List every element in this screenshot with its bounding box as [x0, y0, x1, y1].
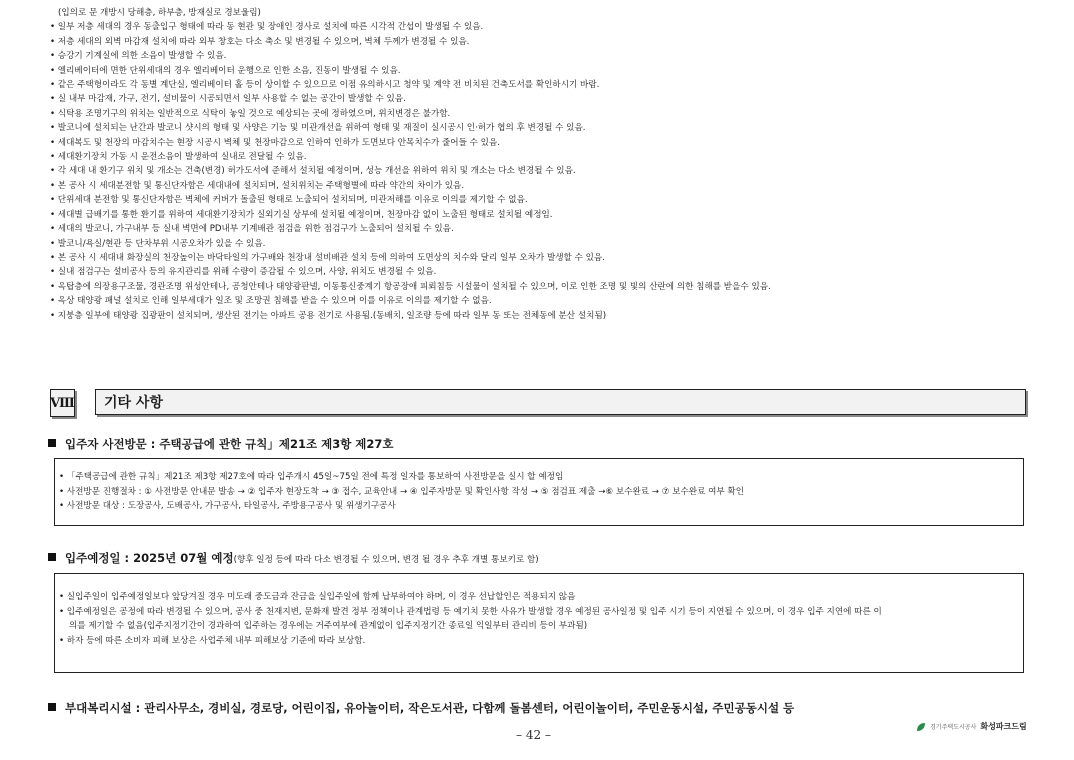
- movein-line: • 실입주일이 입주예정일보다 앞당겨질 경우 미도래 중도금과 잔금을 실입주일에 함께 납부하여야 하며, 이 경우 선납할인은 적용되지 않음: [59, 592, 576, 602]
- note-line: • 세대별 급배기를 통한 환기를 위하여 세대환기장치가 실외기실 상부에 설치될 예정이며, 천장마감 없이 노출된 형태로 설치될 예정임.: [50, 209, 553, 220]
- visit-heading-text: 입주자 사전방문 : 주택공급에 관한 규칙」제21조 제3항 제27호: [65, 437, 394, 451]
- note-line: • 세대복도 및 천장의 마감치수는 현장 시공시 벽체 및 천장마감으로 인하여 인하가 도면보다 안목치수가 줄어들 수 있음.: [50, 137, 500, 148]
- movein-box: [54, 573, 1024, 673]
- visit-line: • 사전방문 대상 : 도장공사, 도배공사, 가구공사, 타일공사, 주방용구공사 및 위생기구공사: [59, 501, 396, 512]
- note-line: • 옥탑층에 의장용구조물, 경관조명 위성안테나, 공청안테나 태양광판넬, 이동통신중계기 항공장애 피뢰침등 시설물이 설치될 수 있으며, 이로 인한 조명 및 빛의 산란에 의한 침해를 받을수 있음.: [50, 281, 771, 292]
- movein-heading: [48, 550, 539, 566]
- notes-list: [50, 6, 1050, 323]
- note-line: • 저층 세대의 외벽 마감재 설치에 따라 외부 창호는 다소 축소 및 변경될 수 있으며, 벽체 두께가 변경될 수 있음.: [50, 36, 470, 47]
- leaf-icon: [916, 722, 926, 732]
- note-line: • 세대환기장치 가동 시 운전소음이 발생하여 실내로 전달될 수 있음.: [50, 152, 307, 163]
- note-line: • 발코니에 설치되는 난간과 발코니 샷시의 형태 및 사양은 기능 및 미관개선을 위하여 형태 및 재질이 실시공시 인·허가 협의 후 변경될 수 있음.: [50, 123, 586, 134]
- section-header: [50, 389, 1026, 416]
- movein-line: • 입주예정일은 공정에 따라 변경될 수 있으며, 공사 중 천재지변, 문화재 발견 정부 정책이나 관계법령 등 예기치 못한 사유가 발생할 경우 예정된 공사일정 및 입주 시기 등이 지연될 수 있으며, 이 경우 입주 지연에 따른 이: [59, 606, 882, 617]
- note-line: • 승강기 기계실에 의한 소음이 발생할 수 있음.: [50, 51, 227, 62]
- welfare-heading-text: 부대복리시설 : 관리사무소, 경비실, 경로당, 어린이집, 유아놀이터, 작은도서관, 다함께 돌봄센터, 어린이놀이터, 주민운동시설, 주민공동시설 등: [65, 701, 795, 715]
- visit-line: • 「주택공급에 관한 규칙」제21조 제3항 제27호에 따라 입주개시 45일~75일 전에 특정 일자를 통보하여 사전방문을 실시 할 예정임: [59, 472, 564, 482]
- visit-line: • 사전방문 진행절차 : ① 사전방문 안내문 발송 → ② 입주자 현장도착 → ③ 접수, 교육안내 → ④ 입주자방문 및 확인사항 작성 → ⑤ 점검표 제출 →⑥ 보수완료 → ⑦ 보수완료 여부 확인: [59, 486, 745, 497]
- note-line: • 단위세대 분전함 및 통신단자함은 벽체에 커버가 돌출된 형태로 노출되어 설치되며, 미관저해를 이유로 이의를 제기할 수 없음.: [50, 195, 528, 206]
- footer-logo: [916, 721, 1027, 732]
- note-line: • 옥상 태양광 패널 설치로 인해 일부세대가 일조 및 조망권 침해를 받을 수 있으며 이를 이유로 이의를 제기할 수 없음.: [50, 296, 492, 307]
- note-line: (입의로 문 개방시 당해층, 하부층, 방재실로 경보울림): [58, 8, 261, 18]
- section-title: 기타 사항: [95, 389, 1026, 415]
- note-line: • 지붕층 일부에 태양광 집광판이 설치되며, 생산된 전기는 아파트 공용 전기로 사용됨.(동배치, 일조량 등에 따라 일부 동 또는 전체동에 분산 설치됨): [50, 310, 607, 321]
- note-line: • 각 세대 내 환기구 위치 및 개소는 건축(변경) 허가도서에 준해서 설치될 예정이며, 성능 개선을 위하여 위치 및 개소는 다소 변경될 수 있음.: [50, 166, 576, 177]
- page-number: – 42 –: [516, 728, 551, 742]
- note-line: • 같은 주택형이라도 각 동별 계단실, 엘리베이터 홀 등이 상이할 수 있으므로 이점 유의하시고 청약 및 계약 전 비치된 건축도서를 확인하시기 바람.: [50, 80, 600, 91]
- note-line: • 실내 점검구는 설비공사 등의 유지관리를 위해 수량이 증감될 수 있으며, 사양, 위치도 변경될 수 있음.: [50, 267, 437, 278]
- note-line: • 일부 저층 세대의 경우 동출입구 형태에 따라 동 현관 및 장애인 경사로 설치에 따른 시각적 간섭이 발생될 수 있음.: [50, 22, 484, 33]
- note-line: • 세대의 발코니, 가구내부 등 실내 벽면에 PD내부 기계배관 점검을 위한 점검구가 노출되어 설치될 수 있음.: [50, 224, 454, 235]
- visit-heading: [48, 436, 394, 452]
- logo-org: 경기주택도시공사: [930, 724, 977, 731]
- note-line: • 본 공사 시 세대내 화장실의 천장높이는 바닥타일의 가구배와 천장내 설비배관 설치 등에 의하여 도면상의 치수와 달리 일부 오차가 발생할 수 있음.: [50, 252, 605, 263]
- note-line: • 식탁용 조명기구의 위치는 일반적으로 식탁이 놓일 것으로 예상되는 곳에 정하였으며, 위치변경은 불가함.: [50, 108, 451, 119]
- visit-box: [54, 458, 1024, 526]
- movein-line: 의를 제기할 수 없음(입주지정기간이 경과하여 입주하는 경우에는 거주여부에 관계없이 입주지정기간 종료일 익일부터 관리비 등이 부과됨): [69, 621, 588, 632]
- note-line: • 본 공사 시 세대분전함 및 통신단자함은 세대내에 설치되며, 설치위치는 주택형별에 따라 약간의 차이가 있음.: [50, 180, 465, 191]
- square-bullet-icon: [48, 703, 56, 711]
- logo-brand: 화성파크드림: [980, 722, 1027, 731]
- section-number: Ⅷ: [50, 389, 75, 417]
- movein-line: • 하자 등에 따른 소비자 피해 보상은 사업주체 내부 피해보상 기준에 따라 보상함.: [59, 635, 366, 646]
- movein-note: (향후 일정 등에 따라 다소 변경될 수 있으며, 변경 될 경우 추후 개별 통보키로 함): [233, 555, 539, 565]
- note-line: • 발코니/욕실/현관 등 단차부위 시공오차가 있을 수 있음.: [50, 238, 266, 249]
- movein-heading-text: 입주예정일 : 2025년 07월 예정: [65, 551, 234, 565]
- square-bullet-icon: [48, 439, 56, 447]
- note-line: • 엘리베이터에 면한 단위세대의 경우 엘리베이터 운행으로 인한 소음, 진동이 발생될 수 있음.: [50, 65, 401, 76]
- note-line: • 실 내부 마감재, 가구, 전기, 설비물이 시공되면서 일부 사용할 수 없는 공간이 발생할 수 있음.: [50, 94, 406, 105]
- square-bullet-icon: [48, 553, 56, 561]
- welfare-heading: [48, 700, 794, 716]
